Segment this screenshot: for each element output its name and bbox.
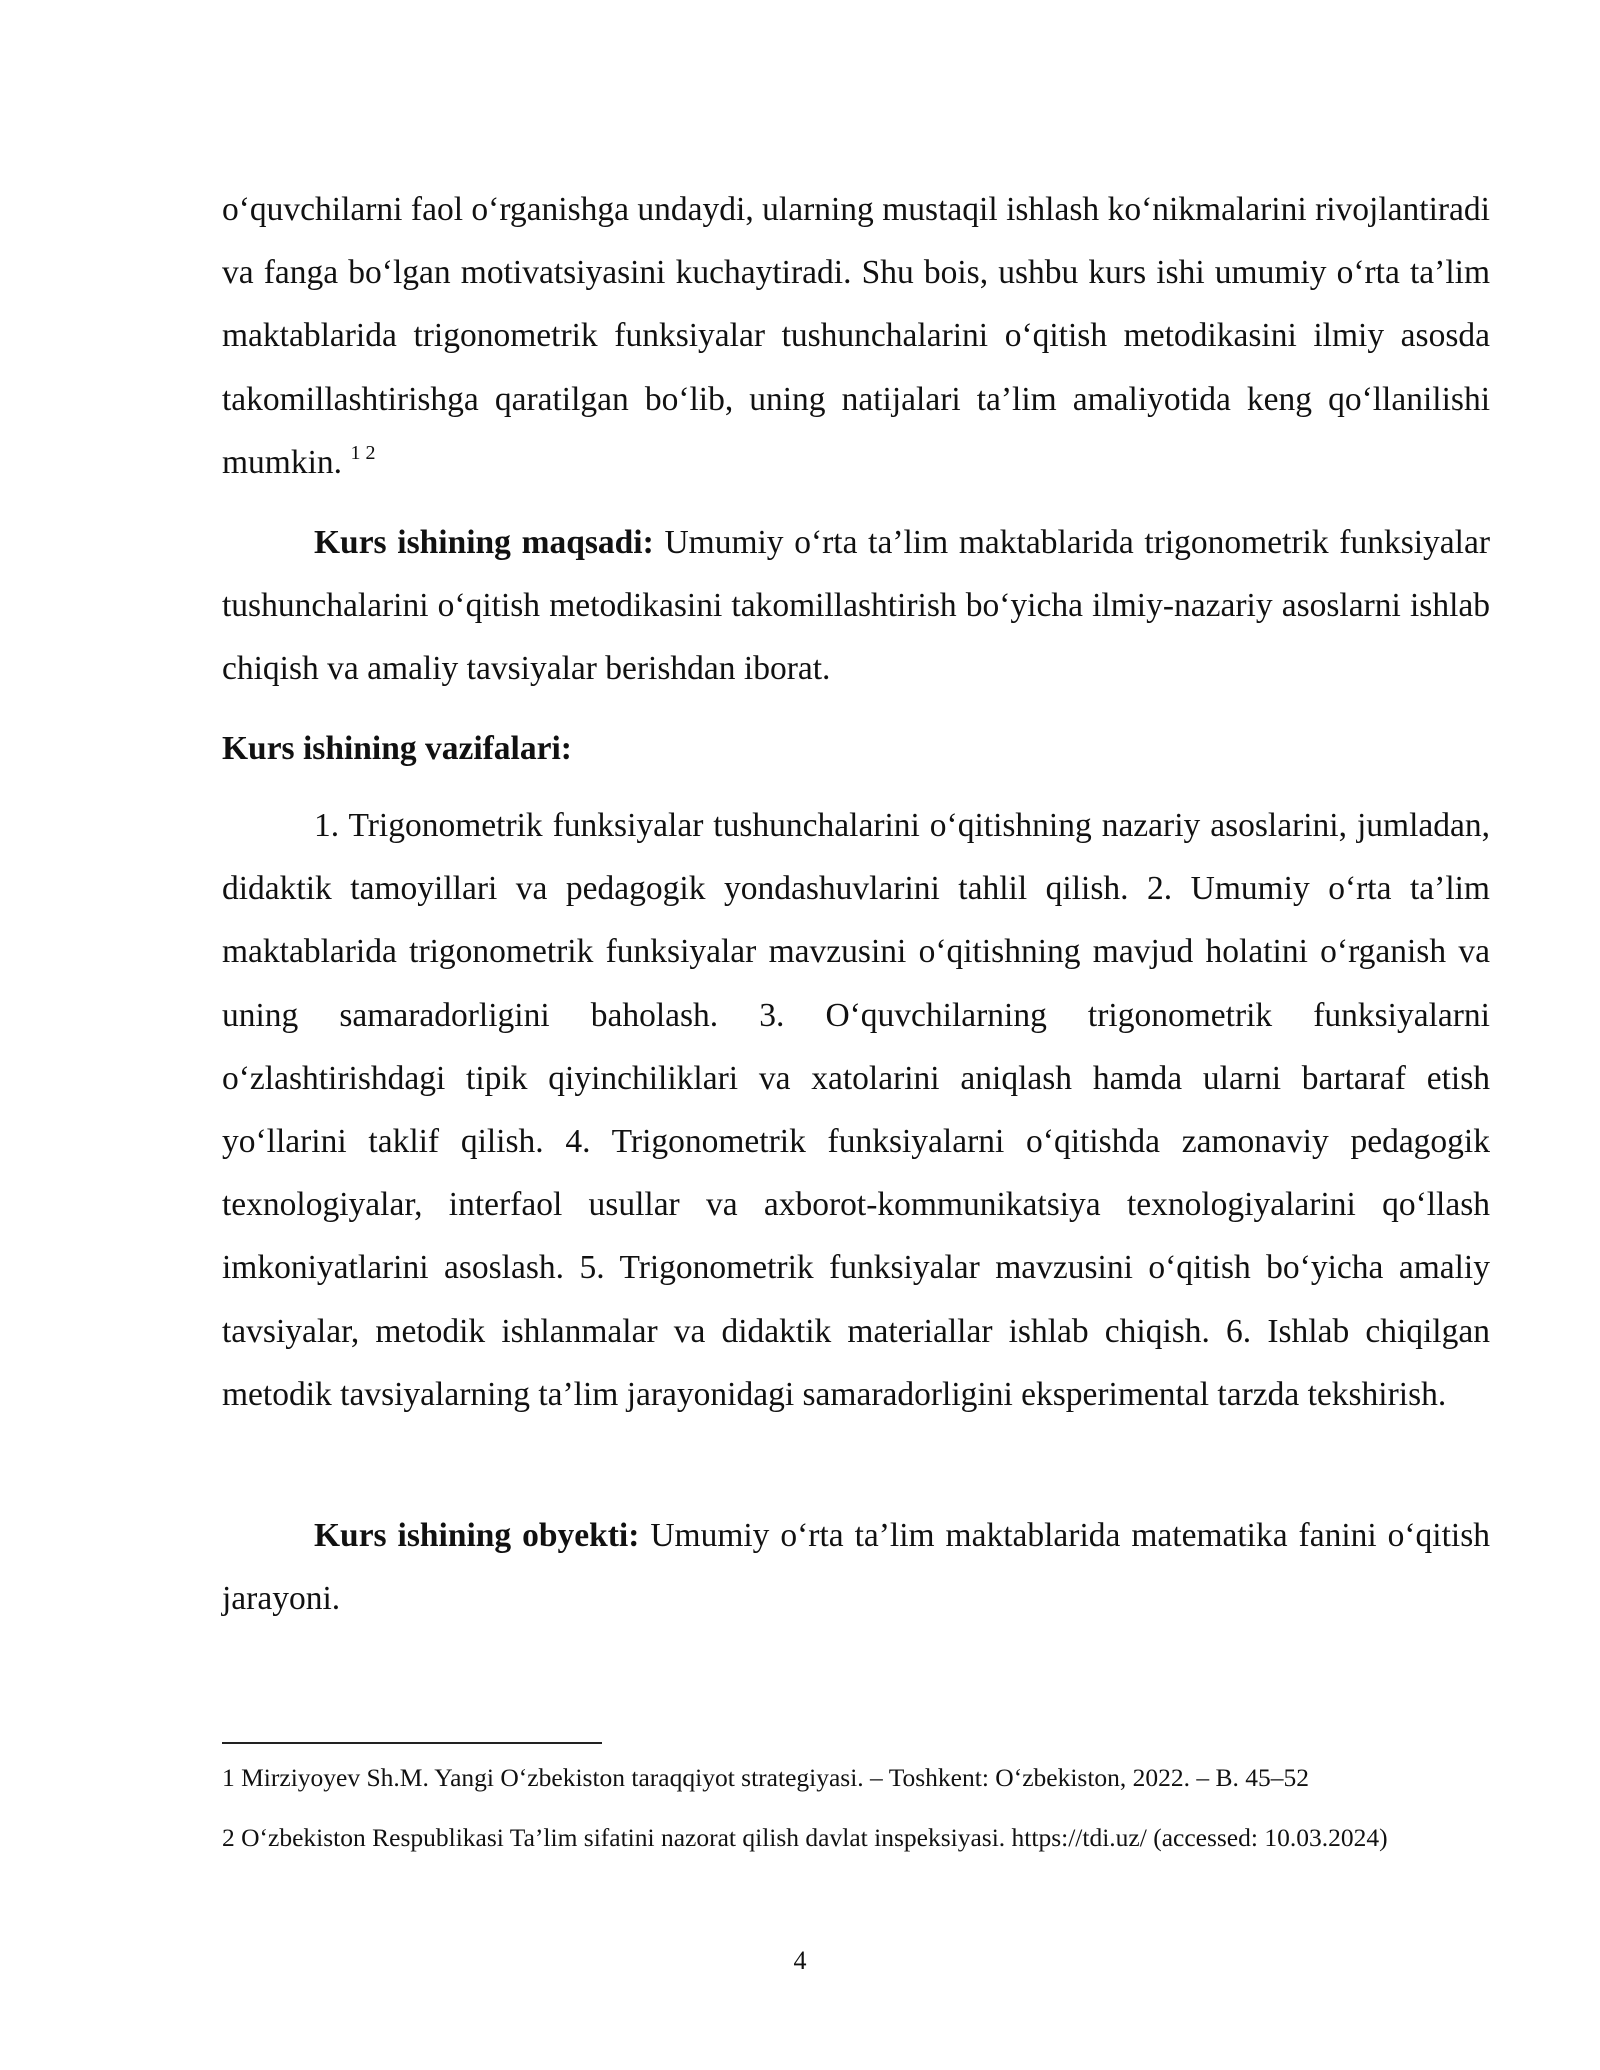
goal-text: Umumiy o‘rta ta’lim maktablarida trigonometrik funksiyalar tushunchalarini o‘qitish metodikasini takomillashtirish bo‘yicha ilmiy-nazariy asoslarni ishlab chiqish va amaliy tavsiyalar berishdan iborat.: [222, 524, 1491, 688]
footnote-2: [222, 1822, 1490, 1853]
goal-paragraph: [222, 511, 1490, 701]
intro-paragraph: [222, 178, 1490, 494]
goal-label: Kurs ishining maqsadi:: [314, 524, 654, 561]
footnote-2-number: 2: [222, 1823, 235, 1852]
object-text: Umumiy o‘rta ta’lim maktablarida matematika fanini o‘qitish jarayoni.: [222, 1517, 1491, 1618]
footnote-1: [222, 1762, 1490, 1793]
tasks-heading: Kurs ishining vazifalari:: [222, 730, 572, 767]
footnote-separator: [222, 1742, 602, 1744]
footnote-1-number: 1: [222, 1763, 235, 1792]
page-number: 4: [793, 1946, 807, 1975]
footnote-1-text: Mirziyoyev Sh.M. Yangi O‘zbekiston taraqqiyot strategiyasi. – Toshkent: O‘zbekiston, 2022. – B. 45–52: [241, 1763, 1310, 1792]
intro-text: o‘quvchilarni faol o‘rganishga undaydi, ularning mustaqil ishlash ko‘nikmalarini rivojlantiradi va fanga bo‘lgan motivatsiyasini kuchaytiradi. Shu bois, ushbu kurs ishi umumiy o‘rta ta’lim maktablarida trigonometrik funksiyalar tushunchalarini o‘qitish metodikasini ilmiy asosda takomillashtirishga qaratilgan bo‘lib, uning natijalari ta’lim amaliyotida keng qo‘llanilishi mumkin.: [222, 191, 1490, 481]
object-paragraph: [222, 1504, 1490, 1630]
tasks-heading-block: [222, 717, 1490, 780]
footnote-2-text: O‘zbekiston Respublikasi Ta’lim sifatini nazorat qilish davlat inspeksiyasi. https://tdi.uz/ (accessed: 10.03.2024): [241, 1823, 1388, 1852]
tasks-text: 1. Trigonometrik funksiyalar tushunchalarini o‘qitishning nazariy asoslarini, jumladan, didaktik tamoyillari va pedagogik yondashuvlarini tahlil qilish. 2. Umumiy o‘rta ta’lim maktablarida trigonometrik funksiyalar mavzusini o‘qitishning mavjud holatini o‘rganish va uning samaradorligini baholash. 3. O‘quvchilarning trigonometrik funksiyalarni o‘zlashtirishdagi tipik qiyinchiliklari va xatolarini aniqlash hamda ularni bartaraf etish yo‘llarini taklif qilish. 4. Trigonometrik funksiyalarni o‘qitishda zamonaviy pedagogik texnologiyalar, interfaol usullar va axborot-kommunikatsiya texnologiyalarini qo‘llash imkoniyatlarini asoslash. 5. Trigonometrik funksiyalar mavzusini o‘qitish bo‘yicha amaliy tavsiyalar, metodik ishlanmalar va didaktik materiallar ishlab chiqish. 6. Ishlab chiqilgan metodik tavsiyalarning ta’lim jarayonidagi samaradorligini eksperimental tarzda tekshirish.: [222, 807, 1490, 1413]
footnote-references: 1 2: [350, 441, 376, 464]
object-label: Kurs ishining obyekti:: [314, 1517, 640, 1554]
tasks-paragraph: [222, 794, 1490, 1426]
